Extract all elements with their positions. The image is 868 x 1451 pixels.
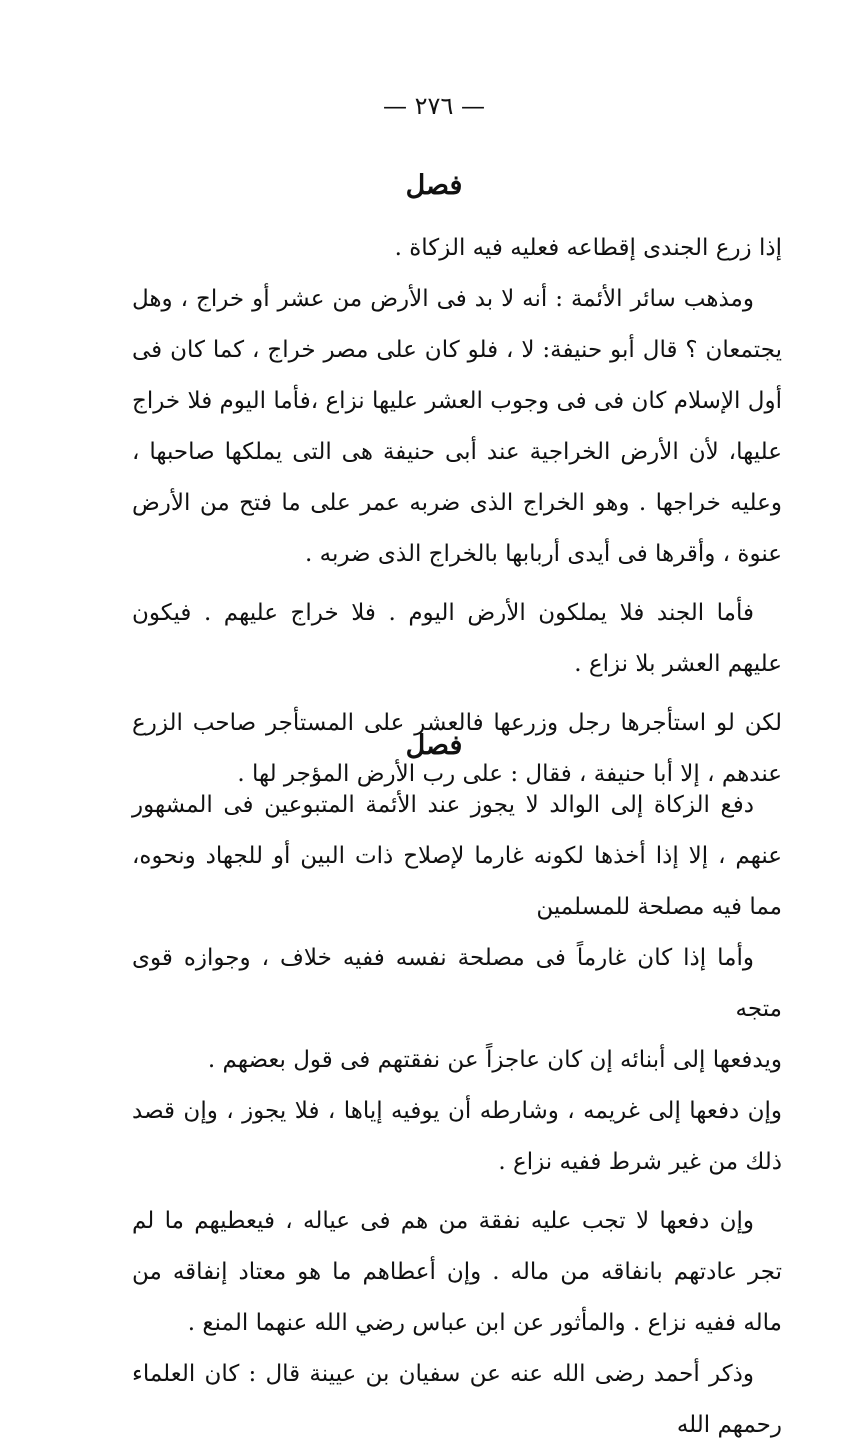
paragraph: إذا زرع الجندى إقطاعه فعليه فيه الزكاة . xyxy=(394,235,782,261)
section-heading-2: فصل xyxy=(405,730,463,761)
section-body-2 xyxy=(132,780,782,1451)
section-heading-1: فصل xyxy=(405,170,463,201)
paragraph: وذكر أحمد رضى الله عنه عن سفيان بن عيينة قال : كان العلماء رحمهم الله xyxy=(132,1361,782,1438)
paragraph: وإن دفعها لا تجب عليه نفقة من هم فى عياله ، فيعطيهم ما لم تجر عادتهم بانفاقه من ماله . وإن أعطاهم ما هو معتاد إنفاقه من ماله ففيه نزاع . والمأثور عن ابن عباس رضي الله عنهما المنع . xyxy=(132,1208,782,1336)
paragraph: ويدفعها إلى أبنائه إن كان عاجزاً عن نفقتهم فى قول بعضهم . xyxy=(207,1047,782,1073)
section-body-1 xyxy=(132,223,782,800)
paragraph: ومذهب سائر الأئمة : أنه لا بد فى الأرض من عشر أو خراج ، وهل يجتمعان ؟ قال أبو حنيفة: لا ، فلو كان على مصر خراج ، كما كان فى أول الإسلام كان فى فى وجوب العشر عليها نزاع ،فأما اليوم فلا خراج عليها، لأن الأرض الخراجية عند أبى حنيفة هى التى يملكها صاحبها ، وعليه خراجها . وهو الخراج الذى ضربه عمر على ما فتح من الأرض عنوة ، وأقرها فى أيدى أربابها بالخراج الذى ضربه . xyxy=(132,286,782,567)
page-number: — ٢٧٦ — xyxy=(383,92,485,120)
paragraph: وإن دفعها إلى غريمه ، وشارطه أن يوفيه إياها ، فلا يجوز ، وإن قصد ذلك من غير شرط ففيه نزاع . xyxy=(132,1098,782,1175)
paragraph: وأما إذا كان غارماً فى مصلحة نفسه ففيه خلاف ، وجوازه قوى متجه xyxy=(132,945,782,1022)
paragraph: فأما الجند فلا يملكون الأرض اليوم . فلا خراج عليهم . فيكون عليهم العشر بلا نزاع . xyxy=(132,600,782,677)
paragraph: لكن لو استأجرها رجل وزرعها فالعشر على المستأجر صاحب الزرع عندهم ، إلا أبا حنيفة ، فقال : على رب الأرض المؤجر لها . xyxy=(132,710,782,787)
paragraph: دفع الزكاة إلى الوالد لا يجوز عند الأئمة المتبوعين فى المشهور عنهم ، إلا إذا أخذها لكونه غارما لإصلاح ذات البين أو للجهاد ونحوه، مما فيه مصلحة للمسلمين xyxy=(132,792,782,920)
